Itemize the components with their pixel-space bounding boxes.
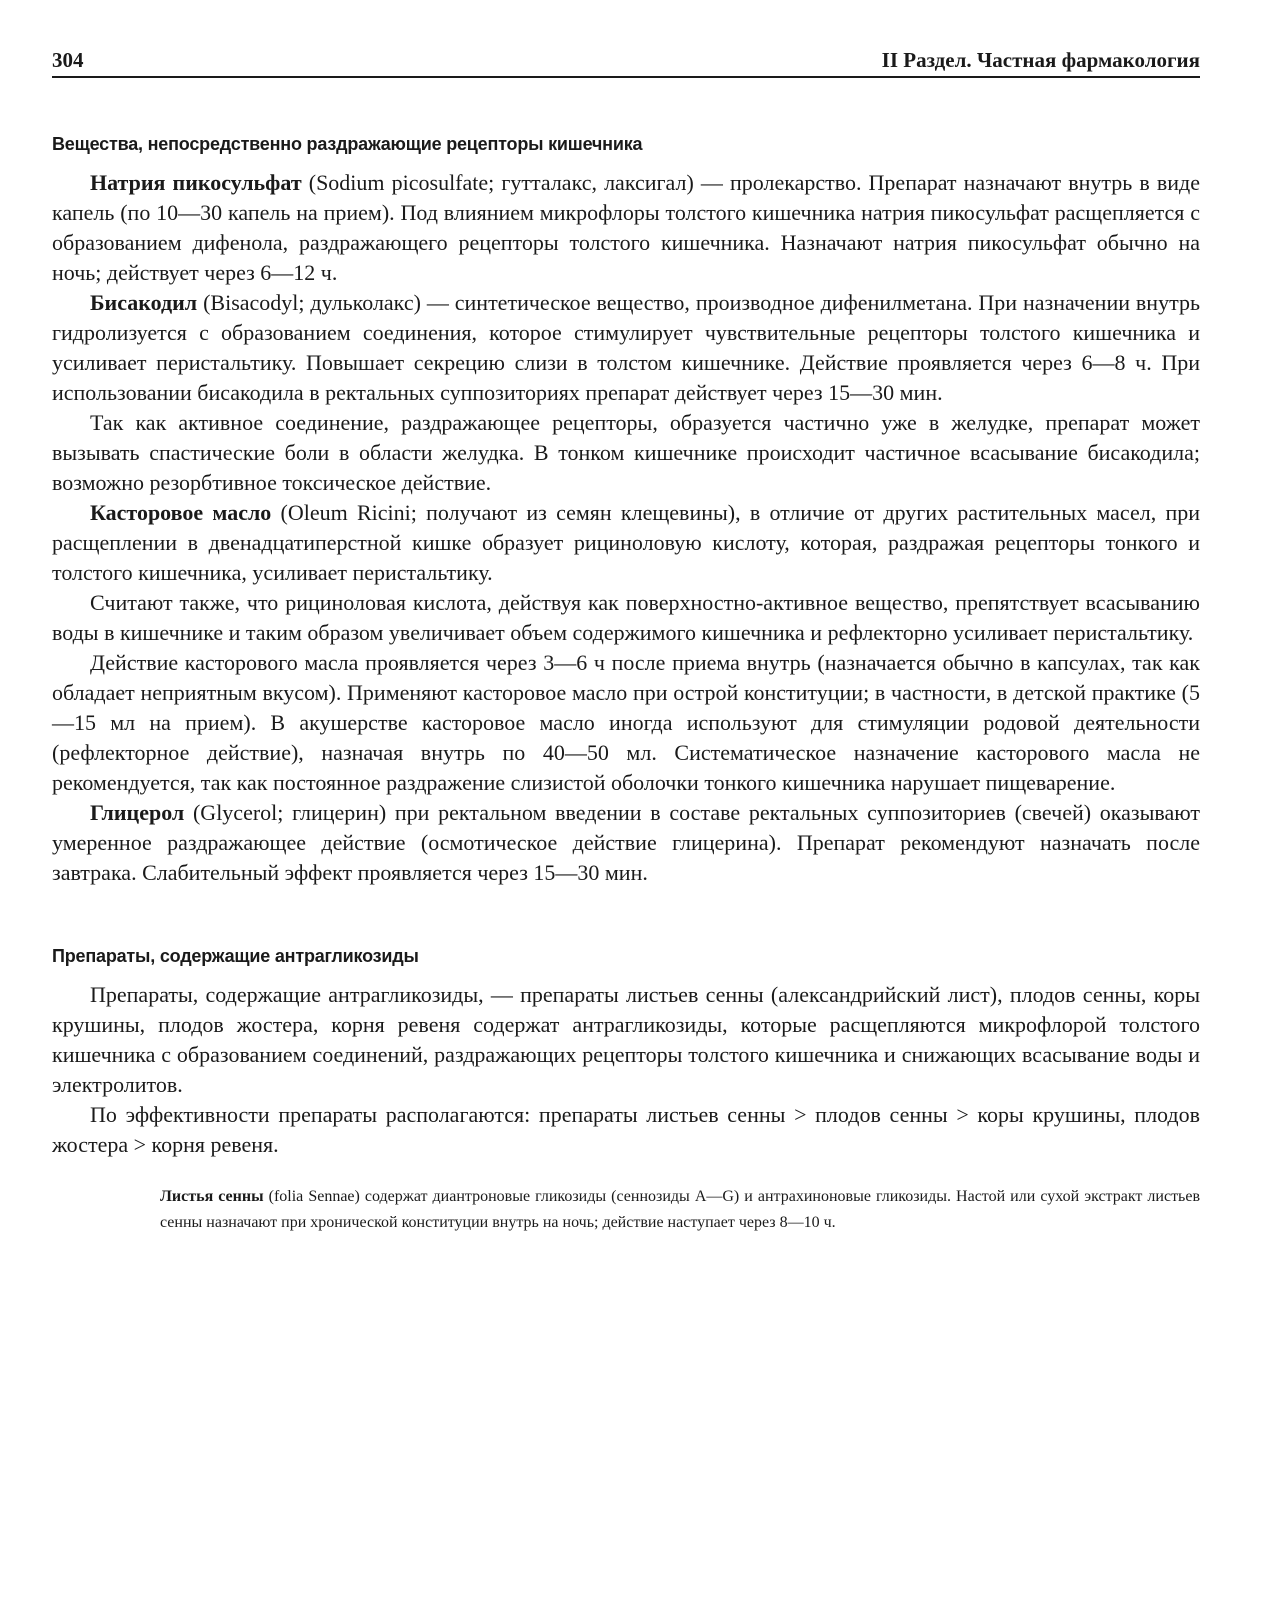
running-title: II Раздел. Частная фармакология (881, 48, 1200, 72)
paragraph-glycerol (52, 798, 1200, 888)
paragraph-bisacodyl (52, 288, 1200, 408)
paragraph-text: (Sodium picosulfate; гутталакс, лаксигал) — пролекарство. Препарат назначают внутрь в виде капель (по 10—30 капель на прием). Под влиянием микрофлоры толстого кишечника натрия пикосульфат расщепляется с образованием дифенола, раздражающего рецепторы толстого кишечника. Назначают натрия пикосульфат обычно на ночь; действует через 6—12 ч. (52, 170, 1201, 285)
page-header (52, 48, 1200, 78)
term-bisacodyl: Бисакодил (90, 290, 198, 315)
header-rule (52, 76, 1200, 78)
section-gap (52, 888, 1200, 946)
paragraph-text: (Bisacodyl; дульколакс) — синтетическое вещество, производное дифенилметана. При назначении внутрь гидролизуется с образованием соединения, которое стимулирует чувствительные рецепторы толстого кишечника и усиливает перистальтику. Повышает секрецию слизи в толстом кишечнике. Действие проявляется через 6—8 ч. При использовании бисакодила в ректальных суппозиториях препарат действует через 15—30 мин. (52, 290, 1200, 405)
paragraph-sodium-picosulfate (52, 168, 1200, 288)
section-heading-irritants: Вещества, непосредственно раздражающие рецепторы кишечника (52, 134, 643, 154)
paragraph-text: (Glycerol; глицерин) при ректальном введении в составе ректальных суппозиториев (свечей) оказывают умеренное раздражающее действие (осмотическое действие глицерина). Препарат рекомендуют назначать после завтрака. Слабительный эффект проявляется через 15—30 мин. (52, 800, 1200, 885)
note-text: (folia Sennae) содержат диантроновые гликозиды (сеннозиды A—G) и антрахиноновые гликозиды. Настой или сухой экстракт листьев сенны назначают при хронической конституции внутрь на ночь; действие наступает через 8—10 ч. (160, 1188, 1201, 1231)
page-number: 304 (52, 48, 84, 72)
paragraph-efficacy-order: По эффективности препараты располагаются: препараты листьев сенны > плодов сенны > коры крушины, плодов жостера > корня ревеня. (52, 1102, 1200, 1157)
paragraph-anthraglycosides: Препараты, содержащие антрагликозиды, — препараты листьев сенны (александрийский лист), плодов сенны, коры крушины, плодов жостера, корня ревеня содержат антрагликозиды, которые расщепляются микрофлорой толстого кишечника с образованием соединений, раздражающих рецепторы толстого кишечника и снижающих всасывание воды и электролитов. (52, 982, 1200, 1097)
paragraph-text: (Oleum Ricini; получают из семян клещевины), в отличие от других растительных масел, при расщеплении в двенадцатиперстной кишке образует рициноловую кислоту, которая, раздражая рецепторы тонкого и толстого кишечника, усиливает перистальтику. (52, 500, 1200, 585)
note-senna-leaves (160, 1184, 1200, 1236)
term-senna-leaves: Листья сенны (160, 1188, 264, 1205)
page-body (52, 134, 1200, 1236)
paragraph-castor-oil-usage: Действие касторового масла проявляется через 3—6 ч после приема внутрь (назначается обычно в капсулах, так как обладает неприятным вкусом). Применяют касторовое масло при острой конституции; в частности, в детской практике (5—15 мл на прием). В акушерстве касторовое масло иногда используют для стимуляции родовой деятельности (рефлекторное действие), назначая внутрь по 40—50 мл. Систематическое назначение касторового масла не рекомендуется, так как постоянное раздражение слизистой оболочки тонкого кишечника нарушает пищеварение. (52, 650, 1200, 795)
paragraph-ricinoleic-acid: Считают также, что рициноловая кислота, действуя как поверхностно-активное вещество, препятствует всасыванию воды в кишечнике и таким образом увеличивает объем содержимого кишечника и рефлекторно усиливает перистальтику. (52, 590, 1200, 645)
term-castor-oil: Касторовое масло (90, 500, 272, 525)
book-page (52, 0, 1200, 1600)
term-glycerol: Глицерол (90, 800, 185, 825)
paragraph-castor-oil (52, 498, 1200, 588)
paragraph-bisacodyl-effects: Так как активное соединение, раздражающее рецепторы, образуется частично уже в желудке, препарат может вызывать спастические боли в области желудка. В тонком кишечнике происходит частичное всасывание бисакодила; возможно резорбтивное токсическое действие. (52, 410, 1200, 495)
term-sodium-picosulfate: Натрия пикосульфат (90, 170, 302, 195)
section-heading-anthraglycosides: Препараты, содержащие антрагликозиды (52, 946, 419, 966)
